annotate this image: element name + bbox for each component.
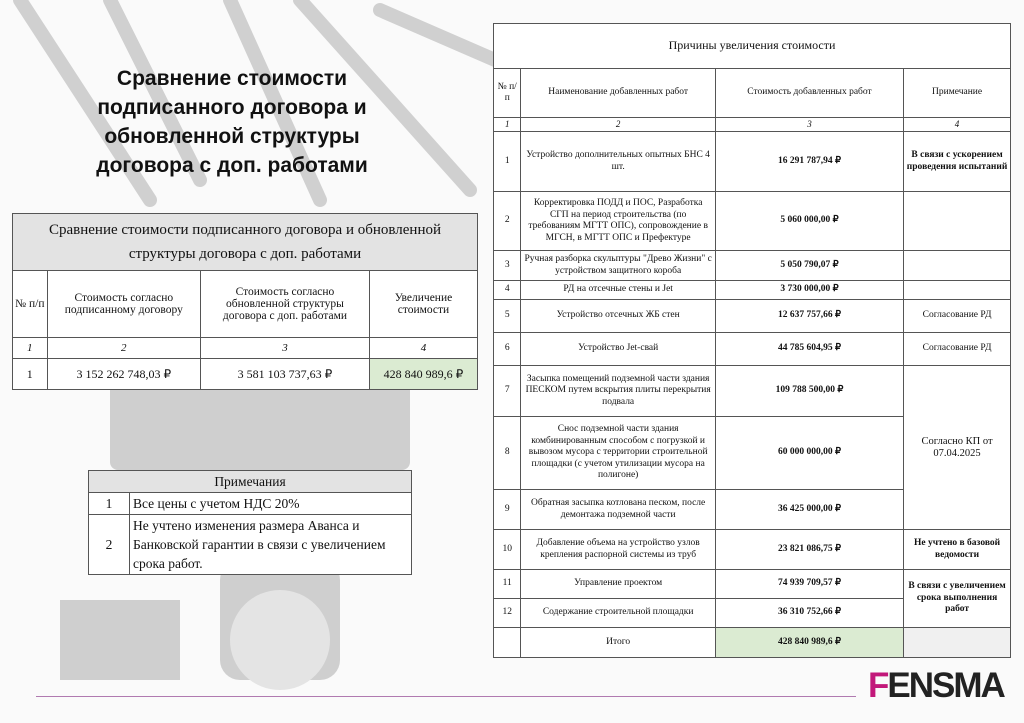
- row-number: 8: [494, 417, 521, 490]
- work-name: Устройство дополнительных опытных БНС 4 шт.: [521, 132, 715, 192]
- work-name: Корректировка ПОДД и ПОС, Разработка СГП на период строительства (по требованиям МГТТ ОПС), сопровождение в МГСН, в МГТТ ОПС и Префектуре: [521, 192, 715, 251]
- remark-empty: [904, 192, 1011, 251]
- table-row: [494, 281, 1011, 300]
- work-cost: 5 050 790,07 ₽: [715, 251, 903, 281]
- work-cost: 3 730 000,00 ₽: [715, 281, 903, 300]
- total-remark-empty: [904, 628, 1011, 658]
- col-signed-cost: Стоимость согласно подписанному договору: [47, 271, 200, 338]
- remark-empty: [904, 251, 1011, 281]
- work-cost: 16 291 787,94 ₽: [715, 132, 903, 192]
- fensma-logo: [868, 666, 1004, 706]
- work-name: Ручная разборка скульптуры "Древо Жизни" с устройством защитного короба: [521, 251, 715, 281]
- row-number: 1: [13, 359, 48, 390]
- total-empty: [494, 628, 521, 658]
- reasons-header: Причины увеличения стоимости: [494, 24, 1011, 69]
- work-name: Засыпка помещений подземной части здания ПЕСКОМ путем вскрытия плиты перекрытия подвала: [521, 366, 715, 417]
- col-num-4: 4: [904, 118, 1011, 132]
- remark: В связи с увеличением срока выполнения работ: [904, 570, 1011, 628]
- work-cost: 109 788 500,00 ₽: [715, 366, 903, 417]
- row-number: 3: [494, 251, 521, 281]
- note-number: 2: [89, 515, 130, 575]
- row-number: 9: [494, 490, 521, 530]
- page-title: Сравнение стоимости подписанного договора и обновленной структуры договора с доп. работами: [96, 67, 368, 177]
- work-cost: 44 785 604,95 ₽: [715, 333, 903, 366]
- row-number: 1: [494, 132, 521, 192]
- note-text: Не учтено изменения размера Аванса и Банковской гарантии в связи с увеличением срока работ.: [130, 515, 412, 575]
- work-name: Обратная засыпка котлована песком, после демонтажа подземной части: [521, 490, 715, 530]
- work-name: Устройство Jet-свай: [521, 333, 715, 366]
- signed-cost-value: 3 152 262 748,03 ₽: [47, 359, 200, 390]
- row-number: 7: [494, 366, 521, 417]
- col-work-cost: Стоимость добавленных работ: [715, 69, 903, 118]
- work-name: Содержание строительной площадки: [521, 599, 715, 628]
- remark-empty: [904, 281, 1011, 300]
- work-cost: 74 939 709,57 ₽: [715, 570, 903, 599]
- work-cost: 12 637 757,66 ₽: [715, 300, 903, 333]
- row-number: 6: [494, 333, 521, 366]
- total-label: Итого: [521, 628, 715, 658]
- row-number: 5: [494, 300, 521, 333]
- remark: Согласование РД: [904, 300, 1011, 333]
- logo-rest: ENSMA: [887, 666, 1004, 705]
- col-number: № п/п: [13, 271, 48, 338]
- table-row: [494, 132, 1011, 192]
- row-number: 11: [494, 570, 521, 599]
- table-row: [494, 333, 1011, 366]
- col-increase: Увеличение стоимости: [369, 271, 477, 338]
- col-num-1: 1: [13, 338, 48, 359]
- notes-table: [88, 470, 412, 575]
- remark: Не учтено в базовой ведомости: [904, 530, 1011, 570]
- reasons-table: [493, 23, 1011, 658]
- col-num-1: 1: [494, 118, 521, 132]
- row-number: 2: [494, 192, 521, 251]
- work-name: Добавление объема на устройство узлов крепления распорной системы из труб: [521, 530, 715, 570]
- note-text: Все цены с учетом НДС 20%: [130, 493, 412, 515]
- remark: В связи с ускорением проведения испытаний: [904, 132, 1011, 192]
- comparison-table: [12, 213, 478, 390]
- note-number: 1: [89, 493, 130, 515]
- work-cost: 23 821 086,75 ₽: [715, 530, 903, 570]
- col-work-name: Наименование добавленных работ: [521, 69, 715, 118]
- work-cost: 60 000 000,00 ₽: [715, 417, 903, 490]
- notes-header: Примечания: [89, 471, 412, 493]
- increase-value: 428 840 989,6 ₽: [369, 359, 477, 390]
- work-cost: 5 060 000,00 ₽: [715, 192, 903, 251]
- footer-divider: [36, 696, 856, 697]
- table-row: [494, 192, 1011, 251]
- remark: Согласование РД: [904, 333, 1011, 366]
- total-value: 428 840 989,6 ₽: [715, 628, 903, 658]
- comparison-header: Сравнение стоимости подписанного договора и обновленной структуры договора с доп. работами: [13, 214, 478, 271]
- work-name: РД на отсечные стены и Jet: [521, 281, 715, 300]
- updated-cost-value: 3 581 103 737,63 ₽: [201, 359, 370, 390]
- col-num-2: 2: [521, 118, 715, 132]
- work-cost: 36 425 000,00 ₽: [715, 490, 903, 530]
- logo-f: F: [868, 666, 888, 705]
- col-remark: Примечание: [904, 69, 1011, 118]
- table-row: [494, 366, 1011, 417]
- table-row: [494, 300, 1011, 333]
- work-name: Снос подземной части здания комбинированным способом с погрузкой и вывозом мусора с территории строительной площадки (с учетом утилизации мусора на полигоне): [521, 417, 715, 490]
- row-number: 12: [494, 599, 521, 628]
- col-num-3: 3: [201, 338, 370, 359]
- work-name: Устройство отсечных ЖБ стен: [521, 300, 715, 333]
- table-row: [494, 570, 1011, 599]
- col-updated-cost: Стоимость согласно обновленной структуры договора с доп. работами: [201, 271, 370, 338]
- table-row: [494, 530, 1011, 570]
- row-number: 10: [494, 530, 521, 570]
- col-num-2: 2: [47, 338, 200, 359]
- col-num-3: 3: [715, 118, 903, 132]
- table-row: [494, 251, 1011, 281]
- row-number: 4: [494, 281, 521, 300]
- col-num-4: 4: [369, 338, 477, 359]
- work-cost: 36 310 752,66 ₽: [715, 599, 903, 628]
- total-row: [494, 628, 1011, 658]
- remark: Согласно КП от 07.04.2025: [904, 366, 1011, 530]
- work-name: Управление проектом: [521, 570, 715, 599]
- col-number: № п/п: [494, 69, 521, 118]
